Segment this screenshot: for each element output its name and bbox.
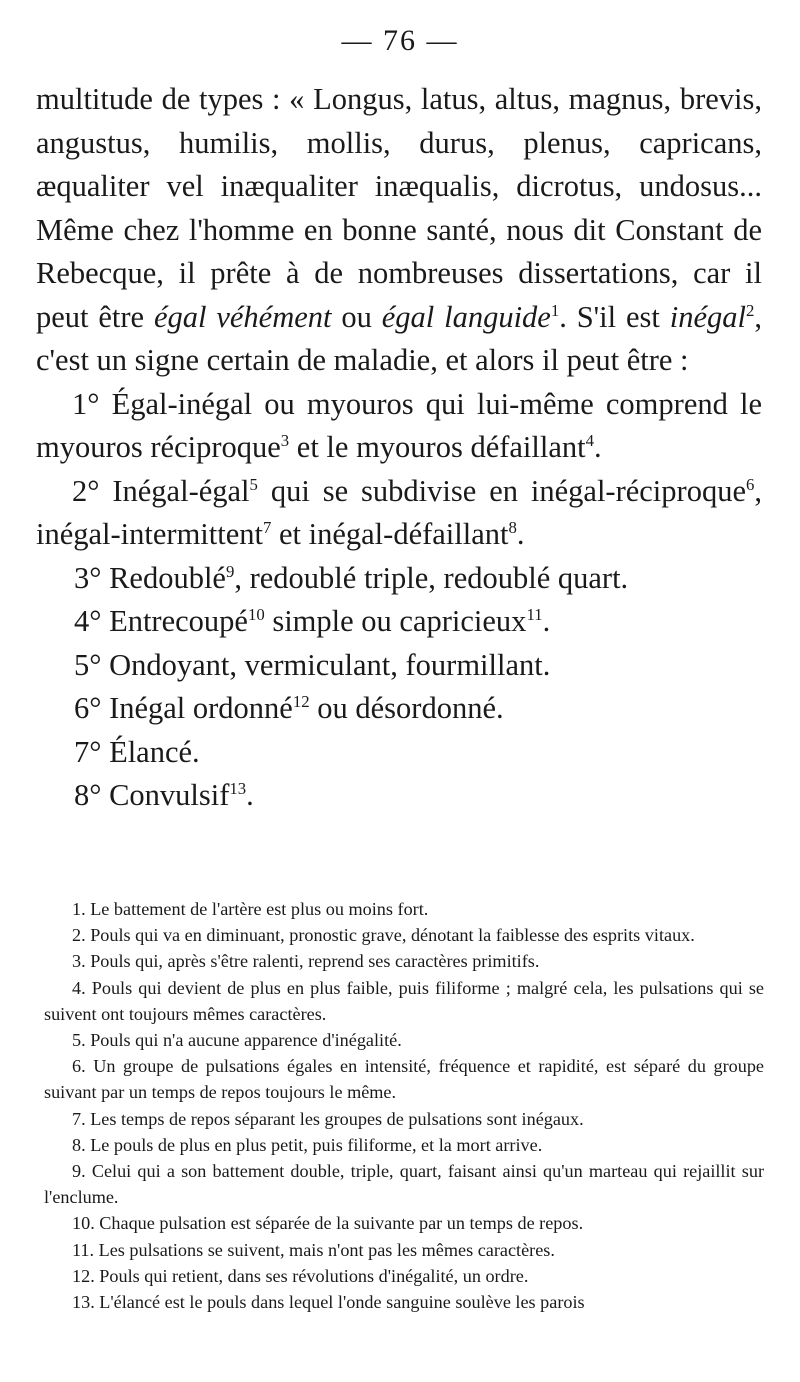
footnote: 2. Pouls qui va en diminuant, pronostic grave, dénotant la faiblesse des esprits vitaux. bbox=[72, 925, 695, 946]
footnote: 8. Le pouls de plus en plus petit, puis filiforme, et la mort arrive. bbox=[72, 1134, 543, 1155]
footnote: 3. Pouls qui, après s'être ralenti, reprend ses caractères primitifs. bbox=[72, 951, 540, 972]
list-item-1 bbox=[36, 383, 762, 470]
text-run: 1° Égal-inégal ou myouros qui lui-même comprend le myouros réciproque bbox=[36, 386, 762, 464]
footnote-ref: 4 bbox=[585, 430, 594, 450]
list-item-3 bbox=[36, 557, 762, 601]
footnote-ref: 12 bbox=[292, 691, 310, 711]
footnote-ref: 6 bbox=[745, 474, 755, 494]
footnote-ref: 3 bbox=[280, 430, 290, 450]
text-run: 6° Inégal ordonné bbox=[74, 691, 293, 725]
text-run: 8° Convulsif bbox=[74, 778, 230, 812]
footnote: 13. L'élancé est le pouls dans lequel l'onde sanguine soulève les parois bbox=[72, 1292, 585, 1313]
text-run: 2° Inégal-égal bbox=[72, 473, 250, 508]
text-run: et inégal-défaillant bbox=[271, 517, 509, 551]
text-run: simple ou capricieux bbox=[264, 604, 527, 638]
list-item-5 bbox=[36, 644, 762, 688]
text-run: et le myouros défaillant bbox=[289, 430, 586, 464]
footnote: 10. Chaque pulsation est séparée de la suivante par un temps de repos. bbox=[72, 1213, 584, 1234]
footnote-ref: 8 bbox=[508, 517, 517, 537]
footnote: 5. Pouls qui n'a aucune apparence d'inégalité. bbox=[72, 1030, 402, 1051]
list-item-6 bbox=[36, 687, 762, 731]
footnote-ref: 2 bbox=[746, 300, 755, 320]
italic-term: égal languide bbox=[381, 299, 551, 334]
page-number: — 76 — bbox=[341, 24, 459, 57]
text-run: , c'est un signe certain de maladie, et alors il peut être : bbox=[36, 299, 763, 377]
footnote-ref: 9 bbox=[225, 561, 235, 581]
footnote: 12. Pouls qui retient, dans ses révolutions d'inégalité, un ordre. bbox=[72, 1265, 529, 1286]
text-run: multitude de types : « Longus, latus, altus, magnus, brevis, angustus, humilis, mollis, durus, plenus, capricans, æqualiter vel inæqualiter inæqualis, dicrotus, undosus... Même chez l'homme en bonne santé, nous dit Constant de Rebecque, il prête à de nombreuses dissertations, car il peut être bbox=[36, 82, 762, 334]
footnote: 9. Celui qui a son battement double, triple, quart, faisant ainsi qu'un marteau qui rejaillit sur l'enclume. bbox=[44, 1161, 764, 1208]
text-run: 7° Élancé. bbox=[74, 734, 200, 769]
text-run: 3° Redoublé bbox=[74, 560, 226, 595]
text-run: . bbox=[594, 430, 602, 464]
footnote-ref: 11 bbox=[526, 604, 543, 624]
main-text bbox=[36, 78, 762, 818]
paragraph-intro bbox=[36, 78, 762, 383]
footnote-ref: 1 bbox=[550, 300, 560, 320]
text-run: , redoublé triple, redoublé quart. bbox=[234, 560, 629, 595]
footnote: 4. Pouls qui devient de plus en plus faible, puis filiforme ; malgré cela, les pulsations qui se suivent ont toujours mêmes caractères. bbox=[44, 977, 764, 1024]
text-run: ou bbox=[331, 299, 382, 334]
footnote-ref: 10 bbox=[247, 604, 265, 624]
text-run: . bbox=[542, 604, 551, 638]
italic-term: inégal bbox=[669, 299, 746, 334]
footnote: 6. Un groupe de pulsations égales en intensité, fréquence et rapidité, est séparé du groupe suivant par un temps de repos toujours le même. bbox=[44, 1056, 764, 1103]
text-run: ou désordonné. bbox=[309, 691, 504, 725]
footnote-ref: 13 bbox=[229, 778, 247, 798]
list-item-7 bbox=[36, 731, 762, 775]
footnote-ref: 7 bbox=[262, 517, 272, 537]
footnote: 7. Les temps de repos séparant les groupes de pulsations sont inégaux. bbox=[72, 1108, 584, 1129]
text-run: , inégal-intermittent bbox=[36, 473, 762, 551]
footnote: 11. Les pulsations se suivent, mais n'ont pas les mêmes caractères. bbox=[72, 1239, 555, 1260]
text-run: . bbox=[246, 778, 254, 812]
list-item-8 bbox=[36, 774, 762, 818]
text-run: 4° Entrecoupé bbox=[74, 604, 248, 638]
text-run: . S'il est bbox=[559, 299, 670, 334]
text-run: . bbox=[516, 517, 525, 551]
italic-term: égal véhément bbox=[153, 299, 332, 334]
list-item-2 bbox=[36, 470, 762, 557]
text-run: 5° Ondoyant, vermiculant, fourmillant. bbox=[74, 647, 551, 682]
text-run: qui se subdivise en inégal-réciproque bbox=[257, 473, 746, 508]
footnote: 1. Le battement de l'artère est plus ou moins fort. bbox=[72, 899, 429, 919]
list-item-4 bbox=[36, 600, 762, 644]
footnotes bbox=[44, 896, 764, 1315]
footnote-ref: 5 bbox=[249, 474, 258, 494]
